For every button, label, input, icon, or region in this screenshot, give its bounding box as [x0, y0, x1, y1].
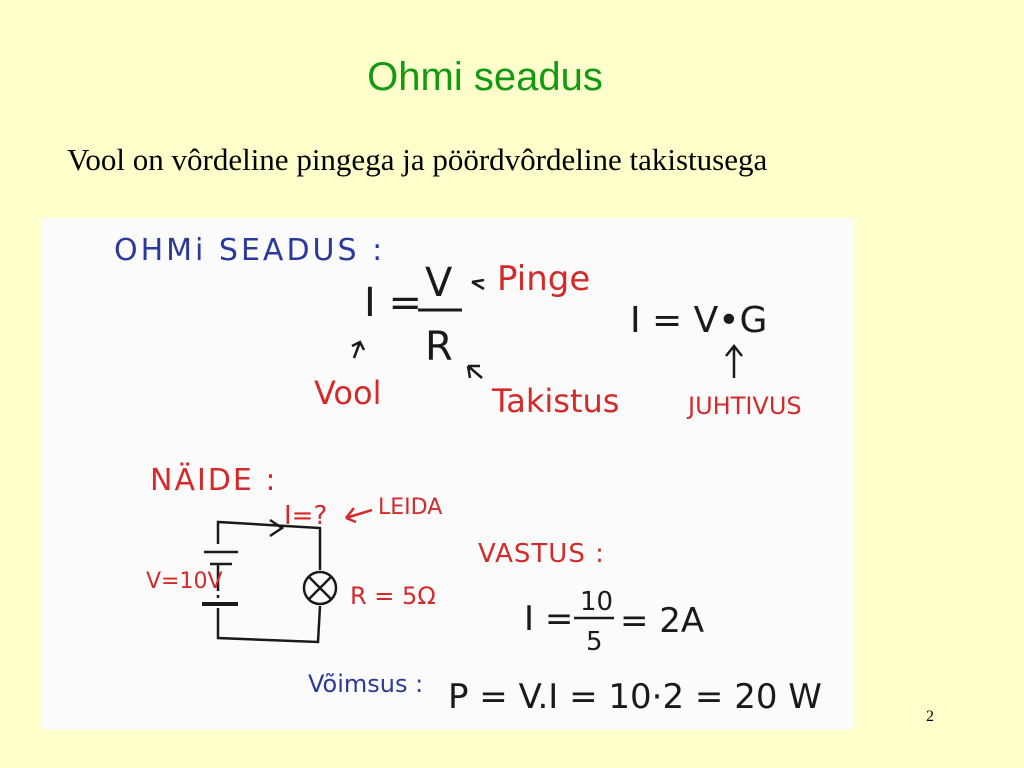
label-takistus: Takistus	[492, 382, 620, 420]
example-heading: NÄIDE :	[150, 463, 278, 498]
label-juhtivus: JUHTIVUS	[688, 392, 802, 420]
unknown-current: I=?	[284, 501, 328, 531]
slide-subtitle: Vool on vôrdeline pingega ja pöördvôrdeline takistusega	[67, 142, 768, 177]
power-label: Võimsus :	[308, 670, 424, 698]
label-vool: Vool	[314, 374, 382, 412]
page-number: 2	[926, 708, 934, 725]
takistus-arrow	[468, 366, 482, 378]
juhtivus-arrow	[726, 346, 742, 378]
leida-arrow	[346, 508, 372, 522]
answer-heading: VASTUS :	[478, 539, 605, 569]
label-pinge: Pinge	[497, 259, 591, 299]
handwritten-notes-drawing	[42, 218, 854, 730]
formula-resistance: R	[425, 324, 453, 370]
handwritten-notes-image	[42, 218, 854, 730]
answer-current: I =	[524, 599, 574, 639]
voltage-label: V=10V	[146, 569, 223, 594]
notes-heading: OHMi SEADUS :	[114, 233, 386, 268]
slide-title: Ohmi seadus	[367, 55, 603, 99]
resistance-label: R = 5Ω	[350, 582, 436, 610]
pinge-arrow	[472, 280, 484, 289]
power-formula: P = V.I = 10·2 = 20 W	[448, 677, 822, 717]
vool-arrow	[352, 342, 364, 358]
lamp-icon	[304, 572, 336, 604]
answer-denominator: 5	[586, 627, 603, 657]
answer-numerator: 10	[580, 587, 614, 617]
find-label: LEIDA	[378, 495, 443, 520]
answer-result: = 2A	[620, 601, 705, 641]
formula-conductance: I = V•G	[630, 300, 768, 341]
formula-voltage: V	[425, 260, 453, 306]
formula-current: I =	[364, 280, 423, 326]
